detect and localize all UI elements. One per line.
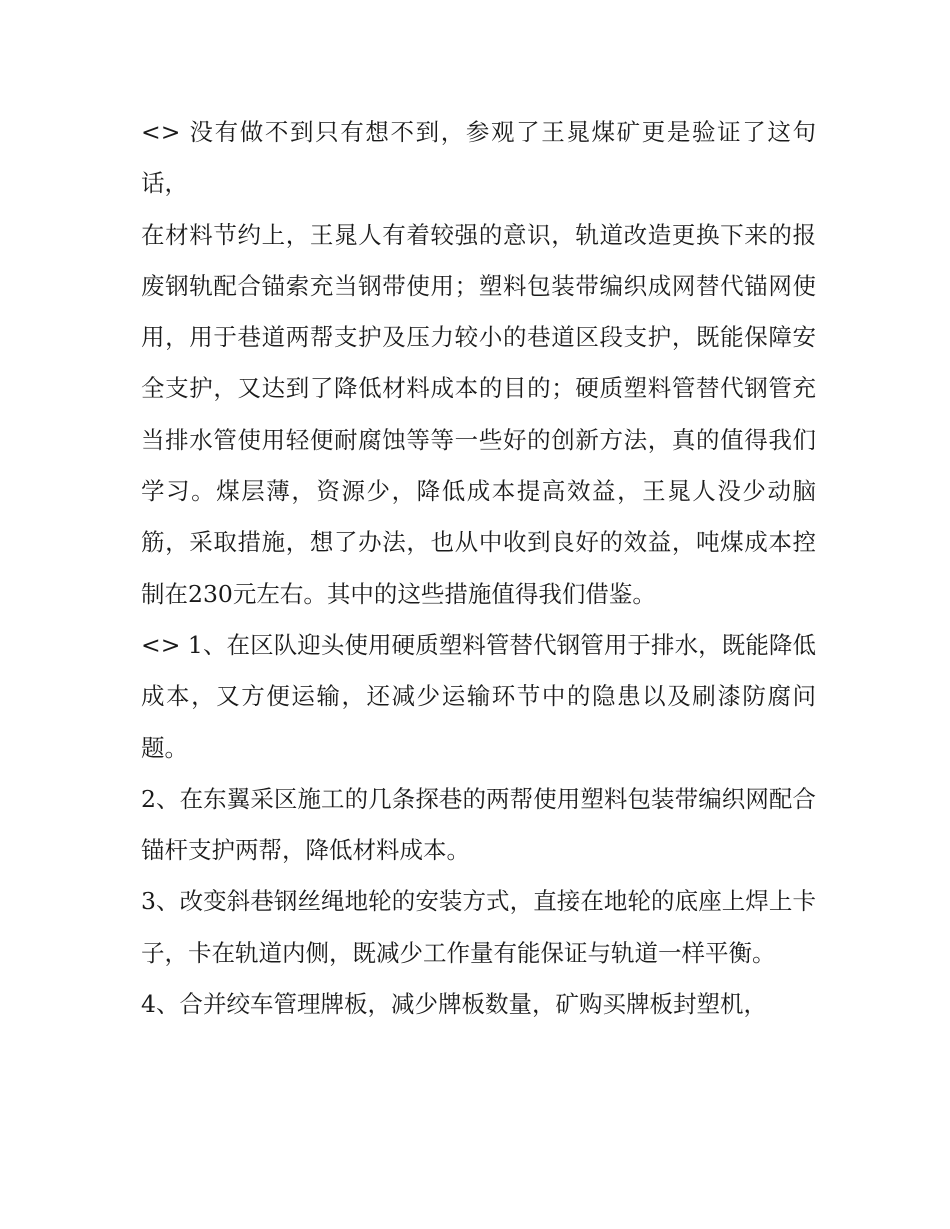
paragraph-intro: <> 没有做不到只有想不到，参观了王晁煤矿更是验证了这句话， xyxy=(141,118,816,198)
paragraph-material-saving: 在材料节约上，王晁人有着较强的意识，轨道改造更换下来的报废钢轨配合锚索充当钢带使用；塑料包装带编织成网替代锚网使用，用于巷道两帮支护及压力较小的巷道区段支护，既能保障安全支护，又达到了降低材料成本的目的；硬质塑料管替代钢管充当排水管使用轻便耐腐蚀等等一些好的创新方法，真的值得我们学习。煤层薄，资源少，降低成本提高效益，王晁人没少动脑筋，采取措施，想了办法，也从中收到良好的效益，吨煤成本控制在230元左右。其中的这些措施值得我们借鉴。 xyxy=(141,220,816,608)
document-body xyxy=(141,107,816,1030)
paragraph-item-3: 3、改变斜巷钢丝绳地轮的安装方式，直接在地轮的底座上焊上卡子，卡在轨道内侧，既减少工作量有能保证与轨道一样平衡。 xyxy=(141,887,816,967)
paragraph-item-4: 4、合并绞车管理牌板，减少牌板数量，矿购买牌板封塑机， xyxy=(141,990,767,1019)
paragraph-item-2: 2、在东翼采区施工的几条探巷的两帮使用塑料包装带编织网配合锚杆支护两帮，降低材料成本。 xyxy=(141,784,816,865)
paragraph-item-1: <> 1、在区队迎头使用硬质塑料管替代钢管用于排水，既能降低成本，又方便运输，还减少运输环节中的隐患以及刷漆防腐问题。 xyxy=(141,630,816,762)
